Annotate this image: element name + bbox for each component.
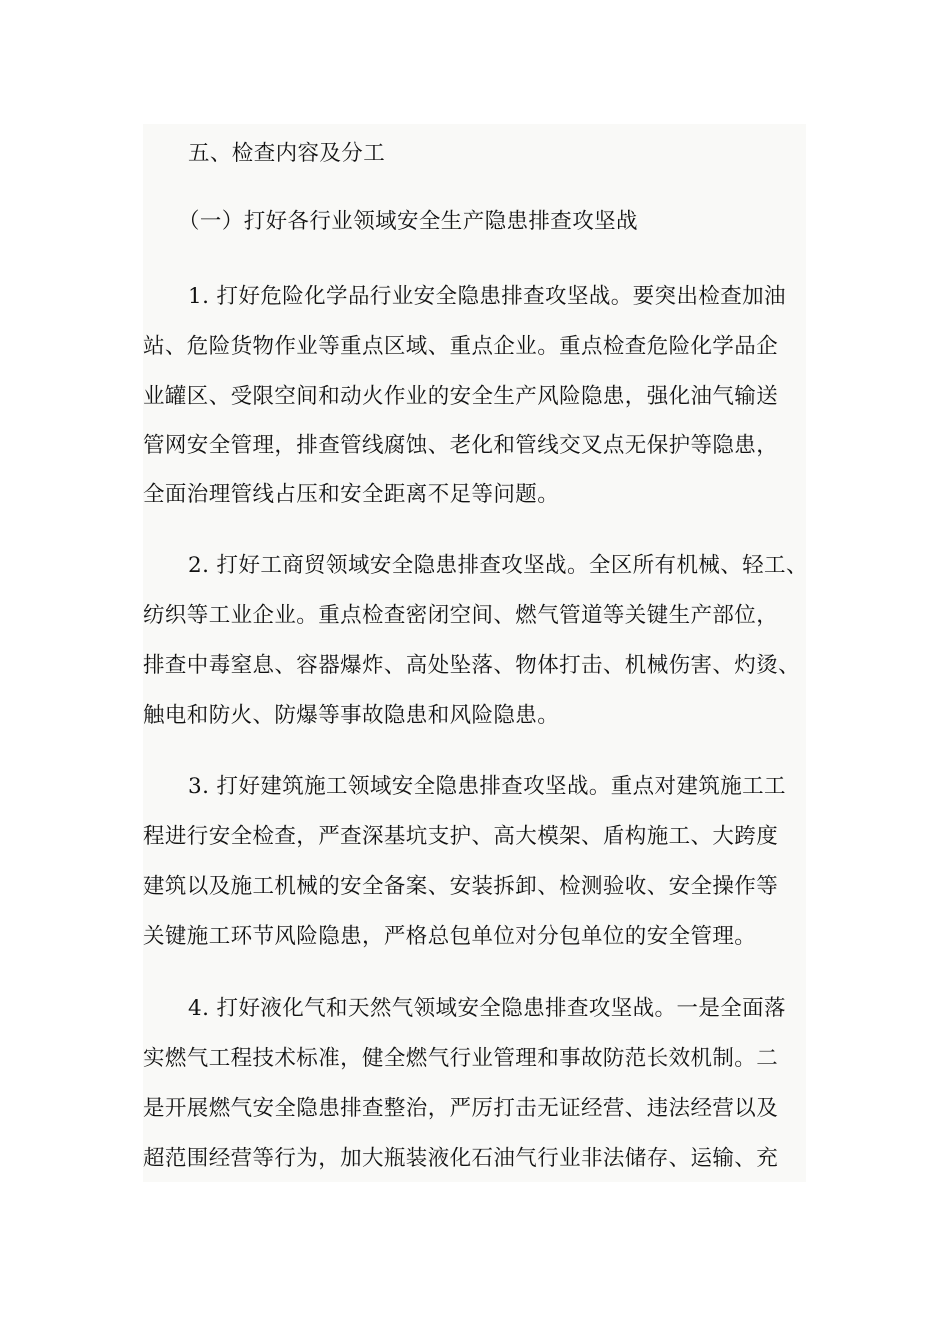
paragraph-1-line-3: 业罐区、受限空间和动火作业的安全生产风险隐患，强化油气输送 <box>143 384 779 409</box>
paragraph-3-line-4: 关键施工环节风险隐患，严格总包单位对分包单位的安全管理。 <box>143 924 757 949</box>
paragraph-4-line-4: 超范围经营等行为，加大瓶装液化石油气行业非法储存、运输、充 <box>143 1146 779 1171</box>
paragraph-1-line-4: 管网安全管理，排查管线腐蚀、老化和管线交叉点无保护等隐患， <box>143 433 779 458</box>
paragraph-1-line-5: 全面治理管线占压和安全距离不足等问题。 <box>143 482 560 507</box>
paragraph-1-line-2: 站、危险货物作业等重点区域、重点企业。重点检查危险化学品企 <box>143 334 779 359</box>
paragraph-2-line-4: 触电和防火、防爆等事故隐患和风险隐患。 <box>143 703 560 728</box>
subsection-heading: （一）打好各行业领域安全生产隐患排查攻坚战 <box>178 209 638 234</box>
paragraph-2-line-1: 2. 打好工商贸领域安全隐患排查攻坚战。全区所有机械、轻工、 <box>188 553 808 578</box>
paragraph-4-line-2: 实燃气工程技术标准，健全燃气行业管理和事故防范长效机制。二 <box>143 1046 779 1071</box>
document-page <box>143 124 806 1182</box>
paragraph-4-line-1: 4. 打好液化气和天然气领域安全隐患排查攻坚战。一是全面落 <box>188 996 786 1021</box>
paragraph-2-line-2: 纺织等工业企业。重点检查密闭空间、燃气管道等关键生产部位， <box>143 603 779 628</box>
paragraph-3-line-1: 3. 打好建筑施工领域安全隐患排查攻坚战。重点对建筑施工工 <box>188 774 786 799</box>
paragraph-2-line-3: 排查中毒窒息、容器爆炸、高处坠落、物体打击、机械伤害、灼烫、 <box>143 653 801 678</box>
paragraph-4-line-3: 是开展燃气安全隐患排查整治，严厉打击无证经营、违法经营以及 <box>143 1096 779 1121</box>
paragraph-3-line-3: 建筑以及施工机械的安全备案、安装拆卸、检测验收、安全操作等 <box>143 874 779 899</box>
paragraph-3-line-2: 程进行安全检查，严查深基坑支护、高大模架、盾构施工、大跨度 <box>143 824 779 849</box>
section-heading: 五、检查内容及分工 <box>188 141 386 166</box>
paragraph-1-line-1: 1. 打好危险化学品行业安全隐患排查攻坚战。要突出检查加油 <box>188 284 786 309</box>
